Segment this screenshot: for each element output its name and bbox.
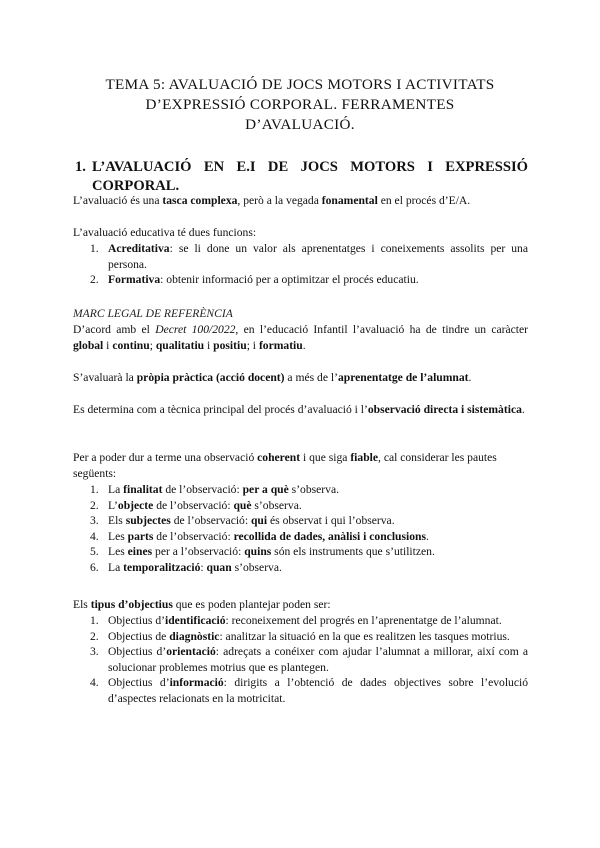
document-title (60, 75, 540, 135)
list-item: 1. Objectius d’identificació: reconeixement del progrés en l’aprenentatge de l’alumnat. (90, 614, 502, 627)
list-item: 6. La temporalització: quan s’observa. (90, 560, 282, 574)
bold-term: tasca complexa (162, 194, 238, 207)
practice-paragraph: S’avaluarà la pròpia pràctica (acció docent) a més de l’aprenentatge de l’alumnat. (73, 371, 472, 384)
functions-list (73, 241, 528, 288)
list-item: 4. Objectius d’informació: dirigits a l’obtenció de dades objectives sobre l’evolució d’aspectes relacionats en la motricitat. (90, 676, 528, 705)
legal-framework-paragraph: D’acord amb el Decret 100/2022, en l’educació Infantil l’avaluació ha de tindre un caràcter global i continu; qualitatiu i positiu; i formatiu. (73, 323, 529, 352)
legal-framework-heading: MARC LEGAL DE REFERÈNCIA (73, 307, 233, 320)
list-item: 4. Les parts de l’observació: recollida de dades, anàlisi i conclusions. (90, 529, 429, 543)
list-item: 3. Els subjectes de l’observació: qui és observat i qui l’observa. (90, 514, 395, 528)
title-line-3: D’AVALUACIÓ. (245, 116, 355, 133)
title-line-2: D’EXPRESSIÓ CORPORAL. FERRAMENTES (145, 96, 455, 113)
technique-paragraph: Es determina com a tècnica principal del procés d’avaluació i l’observació directa i sistemàtica. (73, 403, 525, 416)
title-line-1: TEMA 5: AVALUACIÓ DE JOCS MOTORS I ACTIVITATS (105, 76, 495, 93)
bold-term: Formativa (108, 273, 161, 287)
observation-paragraph: Per a poder dur a terme una observació coherent i que siga fiable, cal considerar les pautes següents: (73, 451, 497, 480)
list-item: 1. La finalitat de l’observació: per a què s’observa. (90, 483, 340, 496)
list-item: 2. Formativa: obtenir informació per a optimitzar el procés educatiu. (90, 273, 419, 287)
objectives-list (73, 613, 528, 707)
bold-term: Acreditativa (108, 242, 170, 255)
list-item: 2. Objectius de diagnòstic: analitzar la situació en la que es realitzen les tasques motrius. (90, 629, 510, 643)
list-item: 1. Acreditativa: se li done un valor als aprenentatges i coneixements assolits per una persona. (90, 242, 528, 271)
objectives-paragraph: Els tipus d’objectius que es poden plantejar poden ser: (73, 598, 331, 611)
intro-paragraph: L’avaluació és una tasca complexa, però a la vegada fonamental en el procés d’E/A. (73, 194, 471, 207)
functions-intro: L’avaluació educativa té dues funcions: (73, 226, 257, 239)
decree-reference: Decret 100/2022 (155, 323, 236, 336)
list-item: 5. Les eines per a l’observació: quins són els instruments que s’utilitzen. (90, 545, 435, 559)
bold-term: fonamental (321, 194, 378, 207)
section-heading-line-2: CORPORAL. (92, 177, 180, 194)
section-number: 1. (75, 159, 86, 175)
list-item: 2. L’objecte de l’observació: què s’observa. (90, 498, 302, 512)
section-heading-line-1: L’AVALUACIÓ EN E.I DE JOCS MOTORS I EXPRESSIÓ (92, 159, 528, 175)
list-item: 3. Objectius d’orientació: adreçats a conéixer com ajudar l’alumnat a millorar, així com a solucionar problemes motrius que es plantegen. (90, 645, 528, 674)
section-heading (75, 158, 528, 195)
observation-guidelines-list (73, 482, 528, 576)
